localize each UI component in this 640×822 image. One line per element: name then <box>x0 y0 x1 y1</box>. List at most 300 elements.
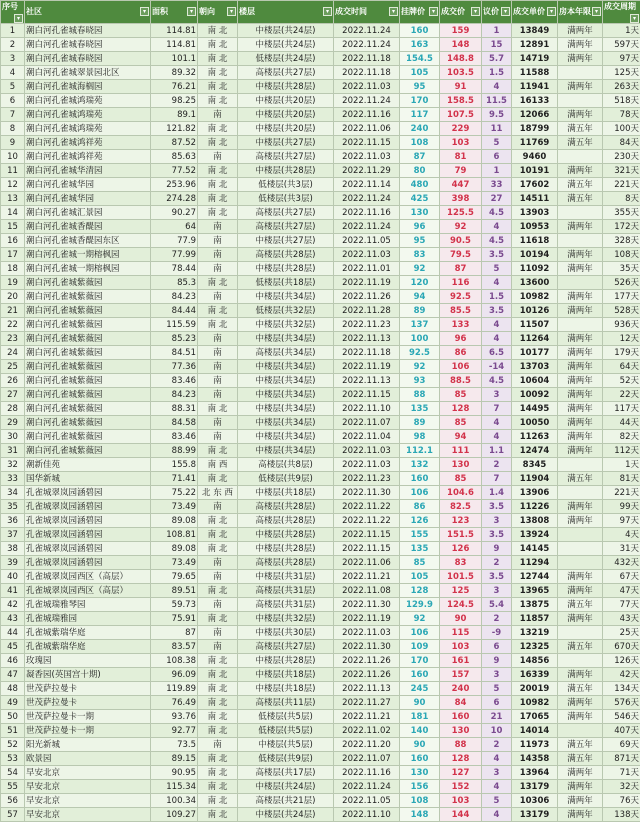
col-id-cell[interactable]: 44 <box>1 626 25 640</box>
col-deal-cycle-cell[interactable]: 112天 <box>603 444 640 458</box>
col-date-cell[interactable]: 2022.11.03 <box>334 248 400 262</box>
col-orientation-cell[interactable]: 南 北 <box>198 514 238 528</box>
col-deal-price-cell[interactable]: 96 <box>440 332 482 346</box>
col-bargain-cell[interactable]: 4 <box>482 780 512 794</box>
col-bargain-cell[interactable]: 11.5 <box>482 94 512 108</box>
col-unit-price-cell[interactable]: 10177 <box>512 346 558 360</box>
col-deal-cycle-cell[interactable]: 177天 <box>603 290 640 304</box>
col-asking-price-cell[interactable]: 130 <box>400 766 440 780</box>
col-floor-cell[interactable]: 中楼层(共28层) <box>238 80 334 94</box>
col-floor-cell[interactable]: 低楼层(共32层) <box>238 304 334 318</box>
col-bargain-cell[interactable]: 3.5 <box>482 304 512 318</box>
col-floor-cell[interactable]: 中楼层(共24层) <box>238 808 334 822</box>
col-date-cell[interactable]: 2022.11.04 <box>334 430 400 444</box>
col-orientation-cell[interactable]: 南 <box>198 220 238 234</box>
col-floor-cell[interactable]: 中楼层(共20层) <box>238 108 334 122</box>
col-asking-price-cell[interactable]: 108 <box>400 794 440 808</box>
col-deal-price-cell[interactable]: 82.5 <box>440 500 482 514</box>
col-orientation-cell[interactable]: 南 北 <box>198 94 238 108</box>
col-orientation-cell[interactable]: 南 北 <box>198 766 238 780</box>
col-orientation-cell[interactable]: 南 北 <box>198 472 238 486</box>
col-date-cell[interactable]: 2022.11.24 <box>334 220 400 234</box>
col-deal-price-cell[interactable]: 125.5 <box>440 206 482 220</box>
col-deed-years-cell[interactable]: 满两年 <box>558 794 603 808</box>
col-id-cell[interactable]: 16 <box>1 234 25 248</box>
col-asking-price-cell[interactable]: 135 <box>400 402 440 416</box>
col-community-cell[interactable]: 玫瑰园 <box>25 654 151 668</box>
col-deed-years-cell[interactable]: 满五年 <box>558 598 603 612</box>
col-unit-price-cell[interactable]: 14856 <box>512 654 558 668</box>
col-floor-cell[interactable]: 低楼层(共3层) <box>238 178 334 192</box>
col-community-cell[interactable]: 阳光新城 <box>25 738 151 752</box>
col-orientation-cell[interactable]: 南 北 <box>198 178 238 192</box>
col-id-cell[interactable]: 15 <box>1 220 25 234</box>
col-bargain-cell[interactable]: 1.1 <box>482 444 512 458</box>
col-orientation-cell[interactable]: 南 北 <box>198 780 238 794</box>
col-unit-price-cell[interactable]: 14358 <box>512 752 558 766</box>
col-floor-cell[interactable]: 中楼层(共24层) <box>238 780 334 794</box>
col-unit-price-cell[interactable]: 12325 <box>512 640 558 654</box>
col-asking-price-cell[interactable]: 156 <box>400 780 440 794</box>
col-date-cell[interactable]: 2022.11.28 <box>334 304 400 318</box>
col-area-cell[interactable]: 88.99 <box>151 444 198 458</box>
col-asking-price-cell[interactable]: 170 <box>400 654 440 668</box>
col-date-cell[interactable]: 2022.11.24 <box>334 24 400 38</box>
col-deal-price-cell[interactable]: 81 <box>440 150 482 164</box>
col-area-cell[interactable]: 253.96 <box>151 178 198 192</box>
col-community-cell[interactable]: 潮白河孔雀城紫薇园 <box>25 430 151 444</box>
col-unit-price-cell[interactable]: 10126 <box>512 304 558 318</box>
col-unit-price-cell[interactable]: 16133 <box>512 94 558 108</box>
col-orientation-cell[interactable]: 南 北 <box>198 402 238 416</box>
col-date-cell[interactable]: 2022.11.24 <box>334 192 400 206</box>
col-date-cell[interactable]: 2022.11.03 <box>334 80 400 94</box>
col-floor-cell[interactable]: 高楼层(共8层) <box>238 458 334 472</box>
col-date-cell[interactable]: 2022.11.14 <box>334 178 400 192</box>
col-deal-price-cell[interactable]: 159 <box>440 24 482 38</box>
col-asking-price-cell[interactable]: 109 <box>400 640 440 654</box>
col-orientation-cell[interactable]: 南 北 <box>198 696 238 710</box>
col-deed-years-cell[interactable]: 满五年 <box>558 192 603 206</box>
col-bargain-cell[interactable]: 33 <box>482 178 512 192</box>
col-asking-price-cell[interactable]: 105 <box>400 570 440 584</box>
col-area-cell[interactable]: 84.44 <box>151 304 198 318</box>
col-area-cell[interactable]: 84.23 <box>151 290 198 304</box>
col-date-cell[interactable]: 2022.11.05 <box>334 794 400 808</box>
col-id-cell[interactable]: 41 <box>1 584 25 598</box>
col-orientation-cell[interactable]: 南 <box>198 346 238 360</box>
col-floor-cell[interactable]: 低楼层(共5层) <box>238 710 334 724</box>
col-orientation-cell[interactable]: 南 <box>198 108 238 122</box>
col-deed-years-cell[interactable]: 满五年 <box>558 640 603 654</box>
col-date-cell[interactable]: 2022.11.03 <box>334 458 400 472</box>
col-area-cell[interactable]: 88.31 <box>151 402 198 416</box>
col-deed-years-cell[interactable]: 满两年 <box>558 570 603 584</box>
col-area-cell[interactable]: 77.52 <box>151 164 198 178</box>
col-asking-price-cell[interactable]: 425 <box>400 192 440 206</box>
col-date-cell[interactable]: 2022.11.24 <box>334 94 400 108</box>
col-area-cell[interactable]: 100.34 <box>151 794 198 808</box>
col-date-cell[interactable]: 2022.11.13 <box>334 332 400 346</box>
col-deed-years-cell[interactable]: 满两年 <box>558 332 603 346</box>
filter-dropdown-icon[interactable]: ▾ <box>592 7 601 16</box>
col-deed-years-cell[interactable]: 满两年 <box>558 780 603 794</box>
col-floor-cell[interactable]: 中楼层(共28层) <box>238 542 334 556</box>
col-id-cell[interactable]: 2 <box>1 38 25 52</box>
col-deed-years-cell[interactable] <box>558 234 603 248</box>
col-id-cell[interactable]: 40 <box>1 570 25 584</box>
filter-dropdown-icon[interactable]: ▾ <box>187 7 196 16</box>
col-unit-price-cell[interactable]: 11263 <box>512 430 558 444</box>
col-asking-price-cell[interactable]: 83 <box>400 248 440 262</box>
col-community-cell[interactable]: 潮白河孔雀城春晓园 <box>25 24 151 38</box>
col-asking-price-cell[interactable]: 106 <box>400 486 440 500</box>
col-area-cell[interactable]: 108.81 <box>151 528 198 542</box>
col-deal-cycle-cell[interactable]: 52天 <box>603 374 640 388</box>
col-deed-years-cell[interactable] <box>558 528 603 542</box>
col-date-cell[interactable]: 2022.11.23 <box>334 318 400 332</box>
col-date-cell[interactable]: 2022.11.21 <box>334 570 400 584</box>
col-deal-price-cell[interactable]: 128 <box>440 752 482 766</box>
col-bargain-cell[interactable]: 1 <box>482 164 512 178</box>
col-floor-cell[interactable]: 中楼层(共34层) <box>238 430 334 444</box>
col-deed-years-cell[interactable]: 满两年 <box>558 80 603 94</box>
col-floor-cell[interactable]: 高楼层(共34层) <box>238 346 334 360</box>
col-orientation-cell[interactable]: 南 北 <box>198 668 238 682</box>
col-bargain-cell[interactable]: 4 <box>482 276 512 290</box>
col-deed-years-cell[interactable]: 满两年 <box>558 360 603 374</box>
col-bargain-cell[interactable]: 3 <box>482 584 512 598</box>
col-area-cell[interactable]: 78.44 <box>151 262 198 276</box>
col-deal-price-cell[interactable]: 87 <box>440 262 482 276</box>
col-floor-cell[interactable]: 中楼层(共28层) <box>238 262 334 276</box>
col-orientation-cell[interactable]: 南 北 <box>198 24 238 38</box>
col-deal-price-cell[interactable]: 240 <box>440 682 482 696</box>
col-id-cell[interactable]: 7 <box>1 108 25 122</box>
col-date-cell[interactable]: 2022.11.27 <box>334 696 400 710</box>
col-bargain-cell[interactable]: 4.5 <box>482 374 512 388</box>
col-community-cell[interactable]: 潮白河孔雀城紫薇园 <box>25 346 151 360</box>
col-deal-cycle-cell[interactable]: 518天 <box>603 94 640 108</box>
col-floor-cell[interactable]: 中楼层(共28层) <box>238 654 334 668</box>
col-area-cell[interactable]: 93.76 <box>151 710 198 724</box>
col-floor-cell[interactable]: 低楼层(共24层) <box>238 52 334 66</box>
col-floor-cell[interactable]: 中楼层(共24层) <box>238 24 334 38</box>
col-orientation-cell[interactable]: 南 北 <box>198 276 238 290</box>
col-community-cell[interactable]: 孔雀城瑞雅琴园 <box>25 598 151 612</box>
col-floor-cell[interactable]: 中楼层(共28层) <box>238 164 334 178</box>
col-floor-cell[interactable]: 中楼层(共34层) <box>238 290 334 304</box>
col-date-cell[interactable]: 2022.11.18 <box>334 52 400 66</box>
col-deal-cycle-cell[interactable]: 526天 <box>603 276 640 290</box>
col-area-cell[interactable]: 83.46 <box>151 430 198 444</box>
col-deed-years-cell[interactable]: 满两年 <box>558 388 603 402</box>
col-id-cell[interactable]: 6 <box>1 94 25 108</box>
col-bargain-cell[interactable]: 2 <box>482 458 512 472</box>
col-deed-years-cell[interactable] <box>558 556 603 570</box>
col-community-cell[interactable]: 潮白河孔雀城紫薇园 <box>25 416 151 430</box>
col-bargain-cell[interactable]: 1 <box>482 24 512 38</box>
col-unit-price-cell[interactable]: 11588 <box>512 66 558 80</box>
col-unit-price-cell[interactable]: 11294 <box>512 556 558 570</box>
col-community-cell[interactable]: 欧景园 <box>25 752 151 766</box>
col-floor-cell[interactable]: 中楼层(共31层) <box>238 570 334 584</box>
col-id-cell[interactable]: 14 <box>1 206 25 220</box>
col-deal-price-cell[interactable]: 148 <box>440 38 482 52</box>
col-floor-cell[interactable]: 中楼层(共30层) <box>238 626 334 640</box>
col-orientation-cell[interactable]: 南 北 <box>198 584 238 598</box>
col-orientation-cell[interactable]: 南 北 <box>198 52 238 66</box>
col-asking-price-cell[interactable]: 108 <box>400 136 440 150</box>
col-deal-cycle-cell[interactable]: 328天 <box>603 234 640 248</box>
col-bargain-cell[interactable]: 3.5 <box>482 248 512 262</box>
col-date-header[interactable] <box>334 1 400 24</box>
col-floor-cell[interactable]: 高楼层(共27层) <box>238 640 334 654</box>
col-id-cell[interactable]: 18 <box>1 262 25 276</box>
col-area-cell[interactable]: 109.27 <box>151 808 198 822</box>
col-area-cell[interactable]: 90.95 <box>151 766 198 780</box>
col-bargain-cell[interactable]: 2 <box>482 556 512 570</box>
col-asking-price-cell[interactable]: 87 <box>400 150 440 164</box>
col-deed-years-cell[interactable]: 满两年 <box>558 304 603 318</box>
col-deal-cycle-cell[interactable]: 108天 <box>603 248 640 262</box>
col-id-cell[interactable]: 54 <box>1 766 25 780</box>
col-deal-cycle-cell[interactable]: 100天 <box>603 122 640 136</box>
col-deal-price-cell[interactable]: 94 <box>440 430 482 444</box>
col-asking-price-cell[interactable]: 163 <box>400 38 440 52</box>
col-deal-cycle-cell[interactable]: 47天 <box>603 584 640 598</box>
col-date-cell[interactable]: 2022.11.06 <box>334 122 400 136</box>
col-floor-cell[interactable]: 中楼层(共27层) <box>238 136 334 150</box>
col-date-cell[interactable]: 2022.11.07 <box>334 416 400 430</box>
col-deal-cycle-cell[interactable]: 546天 <box>603 710 640 724</box>
col-id-cell[interactable]: 45 <box>1 640 25 654</box>
col-deed-years-cell[interactable]: 满五年 <box>558 178 603 192</box>
col-id-cell[interactable]: 23 <box>1 332 25 346</box>
col-date-cell[interactable]: 2022.11.16 <box>334 206 400 220</box>
col-floor-cell[interactable]: 高楼层(共11层) <box>238 696 334 710</box>
col-floor-cell[interactable]: 中楼层(共34层) <box>238 374 334 388</box>
col-id-cell[interactable]: 21 <box>1 304 25 318</box>
col-id-cell[interactable]: 31 <box>1 444 25 458</box>
col-orientation-cell[interactable]: 南 <box>198 360 238 374</box>
col-community-cell[interactable]: 潮白河孔雀城香醍园东区 <box>25 234 151 248</box>
col-deed-years-cell[interactable] <box>558 626 603 640</box>
col-area-cell[interactable]: 101.1 <box>151 52 198 66</box>
col-deal-price-cell[interactable]: 126 <box>440 542 482 556</box>
col-deal-price-cell[interactable]: 104.6 <box>440 486 482 500</box>
col-area-cell[interactable]: 73.5 <box>151 738 198 752</box>
col-deal-price-cell[interactable]: 85.5 <box>440 304 482 318</box>
col-id-cell[interactable]: 29 <box>1 416 25 430</box>
col-deal-cycle-cell[interactable]: 134天 <box>603 682 640 696</box>
col-asking-price-cell[interactable]: 112.1 <box>400 444 440 458</box>
col-community-cell[interactable]: 潮白河孔雀城鸿瑞苑 <box>25 94 151 108</box>
col-deal-price-cell[interactable]: 130 <box>440 724 482 738</box>
col-orientation-cell[interactable]: 南 北 <box>198 444 238 458</box>
col-date-cell[interactable]: 2022.11.08 <box>334 584 400 598</box>
col-deal-cycle-cell[interactable]: 576天 <box>603 696 640 710</box>
col-community-cell[interactable]: 潮白河孔雀城华清园 <box>25 164 151 178</box>
col-unit-price-cell[interactable]: 13964 <box>512 766 558 780</box>
col-area-cell[interactable]: 115.34 <box>151 780 198 794</box>
col-area-cell[interactable]: 89.51 <box>151 584 198 598</box>
col-id-cell[interactable]: 26 <box>1 374 25 388</box>
col-deal-cycle-cell[interactable]: 230天 <box>603 150 640 164</box>
col-deal-cycle-cell[interactable]: 263天 <box>603 80 640 94</box>
col-bargain-cell[interactable]: 6.5 <box>482 346 512 360</box>
col-orientation-cell[interactable]: 南 北 <box>198 794 238 808</box>
col-date-cell[interactable]: 2022.11.15 <box>334 528 400 542</box>
col-bargain-cell[interactable]: 3.5 <box>482 570 512 584</box>
col-unit-price-cell[interactable]: 13849 <box>512 24 558 38</box>
col-orientation-cell[interactable]: 南 北 <box>198 122 238 136</box>
col-community-cell[interactable]: 早安北京 <box>25 794 151 808</box>
col-unit-price-cell[interactable]: 10306 <box>512 794 558 808</box>
col-floor-cell[interactable]: 高楼层(共21层) <box>238 794 334 808</box>
col-floor-cell[interactable]: 高楼层(共27层) <box>238 66 334 80</box>
col-deal-price-cell[interactable]: 92 <box>440 220 482 234</box>
col-bargain-cell[interactable]: -9 <box>482 626 512 640</box>
col-deed-years-header[interactable] <box>558 1 603 24</box>
col-asking-price-cell[interactable]: 117 <box>400 108 440 122</box>
col-orientation-cell[interactable]: 南 <box>198 640 238 654</box>
col-floor-cell[interactable]: 高楼层(共27层) <box>238 220 334 234</box>
col-deal-cycle-cell[interactable]: 78天 <box>603 108 640 122</box>
col-deal-price-cell[interactable]: 161 <box>440 654 482 668</box>
col-unit-price-cell[interactable]: 13600 <box>512 276 558 290</box>
col-id-cell[interactable]: 25 <box>1 360 25 374</box>
col-floor-cell[interactable]: 低楼层(共9层) <box>238 752 334 766</box>
col-id-cell[interactable]: 35 <box>1 500 25 514</box>
col-unit-price-cell[interactable]: 13906 <box>512 486 558 500</box>
col-deal-price-cell[interactable]: 86 <box>440 346 482 360</box>
col-bargain-cell[interactable]: 6 <box>482 696 512 710</box>
filter-dropdown-icon[interactable]: ▾ <box>227 7 236 16</box>
col-asking-price-header[interactable] <box>400 1 440 24</box>
col-date-cell[interactable]: 2022.11.22 <box>334 500 400 514</box>
col-floor-cell[interactable]: 中楼层(共20层) <box>238 94 334 108</box>
col-community-cell[interactable]: 孔雀城翠岚园涵碧园 <box>25 542 151 556</box>
col-community-cell[interactable]: 潮白河孔雀城翠景园北区 <box>25 66 151 80</box>
col-id-cell[interactable]: 34 <box>1 486 25 500</box>
col-unit-price-cell[interactable]: 11857 <box>512 612 558 626</box>
col-deal-price-cell[interactable]: 447 <box>440 178 482 192</box>
col-community-cell[interactable]: 潮白河孔雀城汇景园 <box>25 206 151 220</box>
col-deal-cycle-cell[interactable]: 35天 <box>603 262 640 276</box>
col-asking-price-cell[interactable]: 181 <box>400 710 440 724</box>
col-area-cell[interactable]: 115.59 <box>151 318 198 332</box>
col-unit-price-cell[interactable]: 11226 <box>512 500 558 514</box>
col-orientation-cell[interactable]: 南 <box>198 500 238 514</box>
col-asking-price-cell[interactable]: 132 <box>400 458 440 472</box>
col-asking-price-cell[interactable]: 240 <box>400 122 440 136</box>
col-orientation-cell[interactable]: 南 <box>198 416 238 430</box>
col-community-cell[interactable]: 潮白河孔雀城鸿瑞苑 <box>25 108 151 122</box>
col-floor-cell[interactable]: 中楼层(共34层) <box>238 444 334 458</box>
col-id-cell[interactable]: 56 <box>1 794 25 808</box>
filter-dropdown-icon[interactable]: ▾ <box>140 7 149 16</box>
col-id-cell[interactable]: 10 <box>1 150 25 164</box>
col-community-cell[interactable]: 世茂萨拉曼卡 <box>25 682 151 696</box>
col-unit-price-cell[interactable]: 20019 <box>512 682 558 696</box>
col-bargain-cell[interactable]: 4.5 <box>482 206 512 220</box>
col-id-cell[interactable]: 49 <box>1 696 25 710</box>
col-floor-cell[interactable]: 高楼层(共31层) <box>238 598 334 612</box>
col-community-header[interactable] <box>25 1 151 24</box>
col-area-cell[interactable]: 89.32 <box>151 66 198 80</box>
col-bargain-cell[interactable]: 9 <box>482 542 512 556</box>
col-area-cell[interactable]: 119.89 <box>151 682 198 696</box>
col-asking-price-cell[interactable]: 88 <box>400 388 440 402</box>
col-deed-years-cell[interactable] <box>558 458 603 472</box>
filter-dropdown-icon[interactable]: ▾ <box>501 7 510 16</box>
col-deal-price-cell[interactable]: 79 <box>440 164 482 178</box>
col-unit-price-cell[interactable]: 13875 <box>512 598 558 612</box>
col-deal-price-cell[interactable]: 157 <box>440 668 482 682</box>
col-bargain-cell[interactable]: 1.5 <box>482 66 512 80</box>
col-community-cell[interactable]: 孔雀城瑞雅园 <box>25 612 151 626</box>
col-deal-price-cell[interactable]: 116 <box>440 276 482 290</box>
col-area-cell[interactable]: 155.8 <box>151 458 198 472</box>
col-orientation-cell[interactable]: 南 北 <box>198 752 238 766</box>
col-unit-price-cell[interactable]: 13903 <box>512 206 558 220</box>
col-floor-cell[interactable]: 中楼层(共34层) <box>238 416 334 430</box>
col-area-cell[interactable]: 84.23 <box>151 388 198 402</box>
col-area-cell[interactable]: 77.36 <box>151 360 198 374</box>
col-bargain-cell[interactable]: 4 <box>482 752 512 766</box>
col-asking-price-cell[interactable]: 120 <box>400 276 440 290</box>
col-bargain-cell[interactable]: 3 <box>482 514 512 528</box>
col-unit-price-cell[interactable]: 12891 <box>512 38 558 52</box>
col-orientation-cell[interactable]: 南 <box>198 738 238 752</box>
col-deal-cycle-cell[interactable]: 126天 <box>603 654 640 668</box>
col-floor-cell[interactable]: 中楼层(共27层) <box>238 234 334 248</box>
col-floor-cell[interactable]: 高楼层(共27层) <box>238 150 334 164</box>
col-deed-years-cell[interactable]: 满两年 <box>558 808 603 822</box>
col-date-cell[interactable]: 2022.11.03 <box>334 444 400 458</box>
col-unit-price-cell[interactable]: 13179 <box>512 780 558 794</box>
col-unit-price-cell[interactable]: 14145 <box>512 542 558 556</box>
col-deal-price-cell[interactable]: 79.5 <box>440 248 482 262</box>
col-deal-price-cell[interactable]: 125 <box>440 584 482 598</box>
col-deal-price-cell[interactable]: 88.5 <box>440 374 482 388</box>
col-bargain-cell[interactable]: 4.5 <box>482 234 512 248</box>
col-deal-price-cell[interactable]: 85 <box>440 388 482 402</box>
col-deed-years-cell[interactable]: 满两年 <box>558 290 603 304</box>
col-floor-cell[interactable]: 中楼层(共18层) <box>238 682 334 696</box>
col-floor-cell[interactable]: 高楼层(共28层) <box>238 500 334 514</box>
col-deed-years-cell[interactable]: 满五年 <box>558 122 603 136</box>
col-unit-price-cell[interactable]: 18799 <box>512 122 558 136</box>
filter-dropdown-icon[interactable]: ▾ <box>389 7 398 16</box>
col-floor-cell[interactable]: 低楼层(共5层) <box>238 724 334 738</box>
col-orientation-cell[interactable]: 南 北 <box>198 80 238 94</box>
col-area-cell[interactable]: 76.49 <box>151 696 198 710</box>
col-deal-price-cell[interactable]: 398 <box>440 192 482 206</box>
col-asking-price-cell[interactable]: 137 <box>400 318 440 332</box>
col-deal-cycle-cell[interactable]: 597天 <box>603 38 640 52</box>
col-area-cell[interactable]: 73.49 <box>151 556 198 570</box>
col-community-cell[interactable]: 潮白河孔雀城紫薇园 <box>25 276 151 290</box>
col-date-cell[interactable]: 2022.11.24 <box>334 780 400 794</box>
col-deal-price-cell[interactable]: 229 <box>440 122 482 136</box>
col-community-cell[interactable]: 潮白河孔雀城一期榕枫园 <box>25 248 151 262</box>
col-deal-cycle-cell[interactable]: 179天 <box>603 346 640 360</box>
col-floor-cell[interactable]: 低楼层(共18层) <box>238 276 334 290</box>
col-deal-cycle-cell[interactable]: 125天 <box>603 66 640 80</box>
col-unit-price-cell[interactable]: 11941 <box>512 80 558 94</box>
